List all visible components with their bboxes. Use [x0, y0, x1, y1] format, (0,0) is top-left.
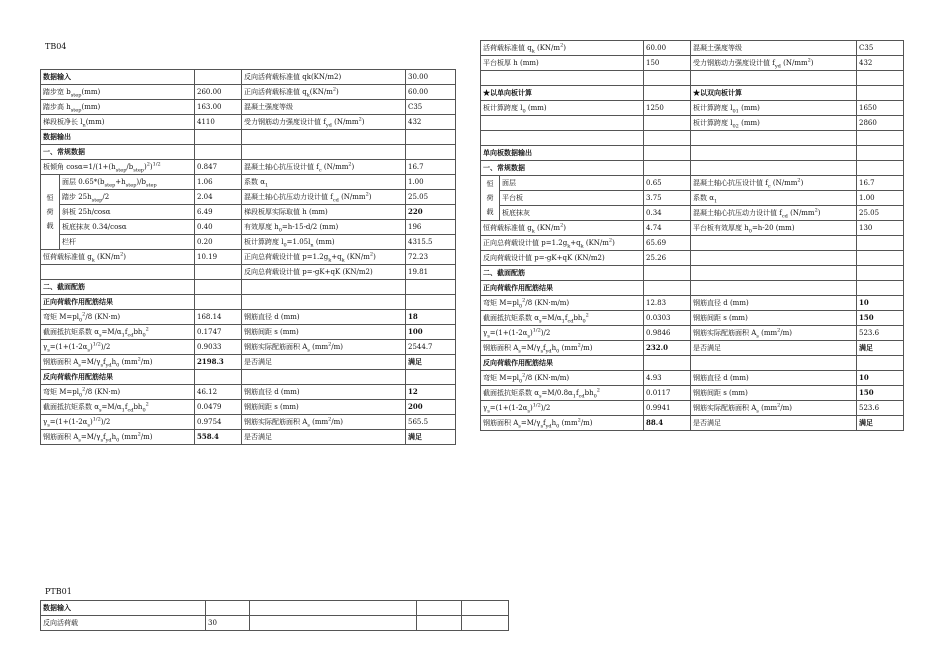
- table-cell: 0.34: [644, 206, 691, 221]
- table-row: [481, 206, 904, 221]
- table-cell: 0.9846: [644, 326, 691, 341]
- table-cell: 板计算跨度 $l_{01}$ (mm): [691, 101, 857, 116]
- table-cell: 截面抵抗矩系数 $\alpha_s=M/\alpha_1f_{cd}bh_0^2$: [41, 400, 195, 415]
- table-cell: [242, 280, 406, 295]
- table-cell: $\gamma_s=(1+(1-2\alpha_s)^{1/2})/2$: [481, 326, 644, 341]
- table-cell: 4315.5: [406, 235, 456, 250]
- table-cell: 0.847: [195, 160, 242, 175]
- table-cell: 18: [406, 310, 456, 325]
- table-row: [41, 310, 456, 325]
- table-cell: 1.00: [406, 175, 456, 190]
- table-cell: ★以单向板计算: [481, 86, 644, 101]
- table-cell: 46.12: [195, 385, 242, 400]
- table-cell: 混凝土轴心抗压设计值 $f_c$ $(N/mm^2)$: [242, 160, 406, 175]
- table-cell: 16.7: [857, 176, 904, 191]
- table-cell: 板底抹灰 0.34/cosα: [60, 220, 195, 235]
- table-cell: [857, 161, 904, 176]
- table-cell: 0.0117: [644, 386, 691, 401]
- table-cell: 0.0479: [195, 400, 242, 415]
- table-row: [41, 265, 456, 280]
- table-cell: [691, 281, 857, 296]
- table-row: [41, 130, 456, 145]
- table-cell: [857, 86, 904, 101]
- table-cell: 混凝土强度等级: [242, 100, 406, 115]
- table-cell: 弯矩 $M=pl_0^2/8$ (KN·m): [41, 310, 195, 325]
- table-cell: 钢筋间距 s (mm): [691, 311, 857, 326]
- table-row: [41, 100, 456, 115]
- table-cell: [242, 295, 406, 310]
- table-cell: $\gamma_s=(1+(1-2\alpha_s)^{1/2})/2$: [41, 415, 195, 430]
- table-row: [481, 131, 904, 146]
- table-cell: [644, 356, 691, 371]
- table-cell: 恒荷载标准值 $g_k$ $(KN/m^2)$: [41, 250, 195, 265]
- table-row: [41, 601, 509, 616]
- table-cell: [195, 265, 242, 280]
- table-row: [481, 311, 904, 326]
- table-cell: 满足: [857, 341, 904, 356]
- table-cell: [195, 130, 242, 145]
- table-cell: 反向活荷载: [41, 616, 206, 631]
- table-cell: 1250: [644, 101, 691, 116]
- table-row: [41, 355, 456, 370]
- table-cell: 系数 $\alpha_1$: [242, 175, 406, 190]
- table-row: [41, 85, 456, 100]
- table-cell: 2544.7: [406, 340, 456, 355]
- table-cell: 钢筋间距 s (mm): [242, 325, 406, 340]
- table-row: [41, 160, 456, 175]
- table-cell: [644, 71, 691, 86]
- table-row: [481, 176, 904, 191]
- table-cell: [406, 130, 456, 145]
- table-cell: 2198.3: [195, 355, 242, 370]
- table-cell: 3.75: [644, 191, 691, 206]
- table-cell: 30.00: [406, 70, 456, 85]
- table-cell: 100: [406, 325, 456, 340]
- table-cell: 梯段板净长 $l_n(mm)$: [41, 115, 195, 130]
- table-cell: 板计算跨度 $l_{02}$ (mm): [691, 116, 857, 131]
- table-cell: 25.26: [644, 251, 691, 266]
- table-cell: 钢筋直径 d (mm): [691, 296, 857, 311]
- table-cell: 2.04: [195, 190, 242, 205]
- table-cell: 2860: [857, 116, 904, 131]
- table-cell: 混凝土轴心抗压设计值 $f_c$ $(N/mm^2)$: [691, 176, 857, 191]
- table-cell: [481, 71, 644, 86]
- table-row: [481, 56, 904, 71]
- table-cell: 弯矩 $M=pl_0^2/8$ (KN·m/m): [481, 371, 644, 386]
- table-row: [481, 161, 904, 176]
- table-cell: 钢筋面积 $A_s=M/\gamma_sf_{yd}h_0$ $(mm^2/m)$: [41, 355, 195, 370]
- table-cell: 是否满足: [691, 416, 857, 431]
- table-cell: 正向总荷载设计值 $p=1.2g_k+q_k$ $(KN/m^2)$: [242, 250, 406, 265]
- table-cell: 558.4: [195, 430, 242, 445]
- table-cell: 10.19: [195, 250, 242, 265]
- table-cell: 10: [857, 371, 904, 386]
- table-cell: [195, 370, 242, 385]
- table-cell: [195, 145, 242, 160]
- table-row: [481, 386, 904, 401]
- table-cell: 梯段板厚实际取值 h (mm): [242, 205, 406, 220]
- table-row: [481, 326, 904, 341]
- table-cell: 0.65: [644, 176, 691, 191]
- table-cell: 混凝土轴心抗压动力设计值 $f_{cd}$ $(N/mm^2)$: [242, 190, 406, 205]
- table-cell: 150: [644, 56, 691, 71]
- platform-slab-table: [480, 40, 904, 431]
- table-cell: 19.81: [406, 265, 456, 280]
- table-cell: [857, 131, 904, 146]
- table-cell: [691, 146, 857, 161]
- table-cell: [857, 251, 904, 266]
- table-cell: [242, 145, 406, 160]
- table-cell: [691, 161, 857, 176]
- table-cell: 1.06: [195, 175, 242, 190]
- table-row: [41, 385, 456, 400]
- table-cell: 565.5: [406, 415, 456, 430]
- table-cell: 220: [406, 205, 456, 220]
- table-cell: 0.40: [195, 220, 242, 235]
- table-row: [481, 341, 904, 356]
- table-cell: 是否满足: [242, 430, 406, 445]
- table-cell: 25.05: [857, 206, 904, 221]
- table-cell: [417, 601, 462, 616]
- tb04-label: TB04: [45, 42, 67, 51]
- table-cell: 钢筋实际配筋面积 $A_s$ $(mm^2/m)$: [691, 326, 857, 341]
- table-cell: 恒荷载标准值 $g_k$ $(KN/m^2)$: [481, 221, 644, 236]
- table-cell: [462, 616, 509, 631]
- table-cell: [857, 266, 904, 281]
- table-row: [41, 190, 456, 205]
- table-cell: 200: [406, 400, 456, 415]
- ptb01-label: PTB01: [45, 587, 72, 596]
- table-cell: [406, 370, 456, 385]
- table-cell: 4.74: [644, 221, 691, 236]
- table-cell: 平台板有效厚度 $h_0=h-20$ (mm): [691, 221, 857, 236]
- table-cell: [691, 356, 857, 371]
- table-cell: 25.05: [406, 190, 456, 205]
- table-cell: [250, 601, 417, 616]
- table-row: [41, 616, 509, 631]
- table-cell: 平台板厚 h (mm): [481, 56, 644, 71]
- table-cell: [250, 616, 417, 631]
- table-row: [481, 101, 904, 116]
- table-cell: 232.0: [644, 341, 691, 356]
- table-cell: [206, 601, 250, 616]
- table-cell: 弯矩 $M=pl_0^2/8$ (KN·m/m): [481, 296, 644, 311]
- table-row: [481, 251, 904, 266]
- table-cell: 钢筋面积 $A_s=M/\gamma_sf_{yd}h_0$ $(mm^2/m)$: [481, 341, 644, 356]
- table-cell: 一、常规数据: [481, 161, 644, 176]
- table-cell: [857, 356, 904, 371]
- table-cell: 是否满足: [242, 355, 406, 370]
- table-row: [41, 430, 456, 445]
- table-row: [41, 295, 456, 310]
- table-cell: 反向总荷载设计值 p=-gK+qK (KN/m2): [242, 265, 406, 280]
- table-cell: 反向荷载作用配筋结果: [41, 370, 195, 385]
- table-cell: [195, 280, 242, 295]
- table-cell: [691, 266, 857, 281]
- table-cell: 150: [857, 386, 904, 401]
- table-row: [481, 191, 904, 206]
- table-row: [41, 340, 456, 355]
- table-cell: 钢筋直径 d (mm): [691, 371, 857, 386]
- table-cell: 4.93: [644, 371, 691, 386]
- table-row: [41, 370, 456, 385]
- table-cell: 0.0303: [644, 311, 691, 326]
- table-cell: 钢筋间距 s (mm): [242, 400, 406, 415]
- table-cell: [644, 281, 691, 296]
- table-cell: 活荷载标准值 $q_k$ $(KN/m^2)$: [481, 41, 644, 56]
- table-cell: 72.23: [406, 250, 456, 265]
- table-row: [481, 236, 904, 251]
- tb04-table: [40, 69, 456, 445]
- table-row: [41, 145, 456, 160]
- table-cell: 有效厚度 $h_0=h-15-d/2$ (mm): [242, 220, 406, 235]
- table-cell: 12: [406, 385, 456, 400]
- table-cell: [644, 266, 691, 281]
- table-cell: 混凝土强度等级: [691, 41, 857, 56]
- table-cell: [195, 295, 242, 310]
- table-cell: 板计算跨度 $l_0$ (mm): [481, 101, 644, 116]
- table-cell: 数据输入: [41, 70, 195, 85]
- table-cell: [691, 236, 857, 251]
- table-cell: 12.83: [644, 296, 691, 311]
- table-cell: 钢筋面积 $A_s=M/\gamma_sf_{yd}h_0$ $(mm^2/m)$: [481, 416, 644, 431]
- table-cell: [195, 70, 242, 85]
- table-row: [41, 235, 456, 250]
- ptb01-table: [40, 600, 509, 631]
- table-cell: [644, 116, 691, 131]
- table-cell: 一、常规数据: [41, 145, 195, 160]
- table-row: [41, 175, 456, 190]
- table-cell: 1650: [857, 101, 904, 116]
- table-cell: 平台板: [500, 191, 644, 206]
- table-cell: [644, 161, 691, 176]
- table-cell: [857, 281, 904, 296]
- table-cell: [406, 280, 456, 295]
- table-cell: 弯矩 $M=pl_0^2/8$ (KN·m): [41, 385, 195, 400]
- table-row: [41, 325, 456, 340]
- table-cell: 钢筋实际配筋面积 $A_s$ $(mm^2/m)$: [242, 415, 406, 430]
- table-row: [41, 250, 456, 265]
- table-row: [41, 280, 456, 295]
- table-cell: [644, 86, 691, 101]
- table-row: [481, 266, 904, 281]
- table-cell: 斜板 25h/cosα: [60, 205, 195, 220]
- table-cell: 踏步高 $h_{step}(mm)$: [41, 100, 195, 115]
- table-cell: 截面抵抗矩系数 $\alpha_s=M/\alpha_1f_{cd}bh_0^2$: [41, 325, 195, 340]
- table-cell: 0.9754: [195, 415, 242, 430]
- table-cell: 30: [206, 616, 250, 631]
- table-cell: C35: [857, 41, 904, 56]
- table-cell: 6.49: [195, 205, 242, 220]
- table-row: [41, 415, 456, 430]
- table-cell: 满足: [406, 430, 456, 445]
- table-cell: 4110: [195, 115, 242, 130]
- table-cell: 正向荷载作用配筋结果: [481, 281, 644, 296]
- table-row: [481, 416, 904, 431]
- table-row: [481, 371, 904, 386]
- table-cell: 数据输出: [41, 130, 195, 145]
- table-cell: 栏杆: [60, 235, 195, 250]
- table-cell: 260.00: [195, 85, 242, 100]
- table-row: [481, 116, 904, 131]
- table-cell: 88.4: [644, 416, 691, 431]
- table-row: [481, 356, 904, 371]
- table-cell: [242, 130, 406, 145]
- table-row: [481, 296, 904, 311]
- table-cell: 16.7: [406, 160, 456, 175]
- table-cell: 单向板数据输出: [481, 146, 644, 161]
- table-cell: 反向荷载设计值 p=-gK+qK (KN/m2): [481, 251, 644, 266]
- table-cell: [41, 265, 195, 280]
- table-cell: 钢筋直径 d (mm): [242, 385, 406, 400]
- table-cell: 0.20: [195, 235, 242, 250]
- table-cell: 系数 $\alpha_1$: [691, 191, 857, 206]
- table-cell: 0.1747: [195, 325, 242, 340]
- table-cell: 0.9033: [195, 340, 242, 355]
- table-cell: [406, 295, 456, 310]
- table-cell: 混凝土轴心抗压动力设计值 $f_{cd}$ $(N/mm^2)$: [691, 206, 857, 221]
- table-cell: [857, 146, 904, 161]
- dead-load-group-label: 恒 荷 载: [41, 175, 60, 250]
- table-cell: 432: [406, 115, 456, 130]
- table-cell: 0.9941: [644, 401, 691, 416]
- table-cell: 受力钢筋动力强度设计值 $f_{yd}$ $(N/mm^2)$: [242, 115, 406, 130]
- table-cell: 130: [857, 221, 904, 236]
- table-cell: 150: [857, 311, 904, 326]
- table-cell: 钢筋面积 $A_s=M/\gamma_sf_{yd}h_0$ $(mm^2/m)$: [41, 430, 195, 445]
- table-cell: [406, 145, 456, 160]
- table-cell: 523.6: [857, 401, 904, 416]
- table-cell: [857, 71, 904, 86]
- table-cell: [644, 131, 691, 146]
- table-cell: $\gamma_s=(1+(1-2\alpha_s)^{1/2})/2$: [41, 340, 195, 355]
- table-row: [41, 205, 456, 220]
- table-cell: 反向荷载作用配筋结果: [481, 356, 644, 371]
- table-row: [41, 115, 456, 130]
- table-cell: 面层 $0.65*(b_{step}+h_{step})/b_{step}$: [60, 175, 195, 190]
- table-row: [481, 281, 904, 296]
- table-cell: 163.00: [195, 100, 242, 115]
- table-cell: 钢筋直径 d (mm): [242, 310, 406, 325]
- table-row: [481, 401, 904, 416]
- table-row: [41, 220, 456, 235]
- table-row: [481, 41, 904, 56]
- table-cell: [417, 616, 462, 631]
- table-cell: 523.6: [857, 326, 904, 341]
- table-cell: 板底抹灰: [500, 206, 644, 221]
- table-cell: 满足: [406, 355, 456, 370]
- table-cell: [644, 146, 691, 161]
- table-cell: 截面抵抗矩系数 $\alpha_s=M/\alpha_1f_{cd}bh_0^2$: [481, 311, 644, 326]
- table-cell: [691, 71, 857, 86]
- table-cell: 满足: [857, 416, 904, 431]
- table-cell: [481, 116, 644, 131]
- table-cell: [462, 601, 509, 616]
- table-cell: 10: [857, 296, 904, 311]
- dead-load-group-label: 恒 荷 载: [481, 176, 500, 221]
- table-cell: 65.69: [644, 236, 691, 251]
- table-cell: 钢筋间距 s (mm): [691, 386, 857, 401]
- table-row: [41, 400, 456, 415]
- table-cell: 钢筋实际配筋面积 $A_s$ $(mm^2/m)$: [691, 401, 857, 416]
- table-cell: 踏步宽 $b_{step}(mm)$: [41, 85, 195, 100]
- table-row: [481, 221, 904, 236]
- table-cell: [691, 131, 857, 146]
- table-cell: [242, 370, 406, 385]
- table-cell: 踏步 $25h_{step}/2$: [60, 190, 195, 205]
- table-cell: $\gamma_s=(1+(1-2\alpha_s)^{1/2})/2$: [481, 401, 644, 416]
- table-cell: [481, 131, 644, 146]
- table-cell: 二、截面配筋: [481, 266, 644, 281]
- table-cell: 反向活荷载标准值 qk(KN/m2): [242, 70, 406, 85]
- table-row: [481, 71, 904, 86]
- table-cell: 面层: [500, 176, 644, 191]
- table-cell: 受力钢筋动力强度设计值 $f_{yd}$ $(N/mm^2)$: [691, 56, 857, 71]
- table-cell: 1.00: [857, 191, 904, 206]
- table-cell: 168.14: [195, 310, 242, 325]
- table-cell: 钢筋实际配筋面积 $A_s$ $(mm^2/m)$: [242, 340, 406, 355]
- table-cell: 数据输入: [41, 601, 206, 616]
- table-cell: 196: [406, 220, 456, 235]
- table-row: [481, 146, 904, 161]
- table-cell: 板计算跨度 $l_0=1.05l_n$ (mm): [242, 235, 406, 250]
- table-cell: 60.00: [406, 85, 456, 100]
- table-row: [481, 86, 904, 101]
- table-cell: 60.00: [644, 41, 691, 56]
- table-cell: [857, 236, 904, 251]
- table-cell: 正向荷载作用配筋结果: [41, 295, 195, 310]
- table-cell: 二、截面配筋: [41, 280, 195, 295]
- table-cell: ★以双向板计算: [691, 86, 857, 101]
- table-cell: 截面抵抗矩系数 $\alpha_s=M/0.8\alpha_1f_{cd}bh_0^2$: [481, 386, 644, 401]
- table-cell: [691, 251, 857, 266]
- table-cell: 是否满足: [691, 341, 857, 356]
- table-cell: 正向总荷载设计值 $p=1.2g_k+q_k$ $(KN/m^2)$: [481, 236, 644, 251]
- table-cell: 正向活荷载标准值 $q_k(KN/m^2)$: [242, 85, 406, 100]
- table-cell: C35: [406, 100, 456, 115]
- table-row: [41, 70, 456, 85]
- table-cell: 板倾角 $\cos\alpha=1/(1+(h_{step}/b_{step})^2)^{1/2}$: [41, 160, 195, 175]
- table-cell: 432: [857, 56, 904, 71]
